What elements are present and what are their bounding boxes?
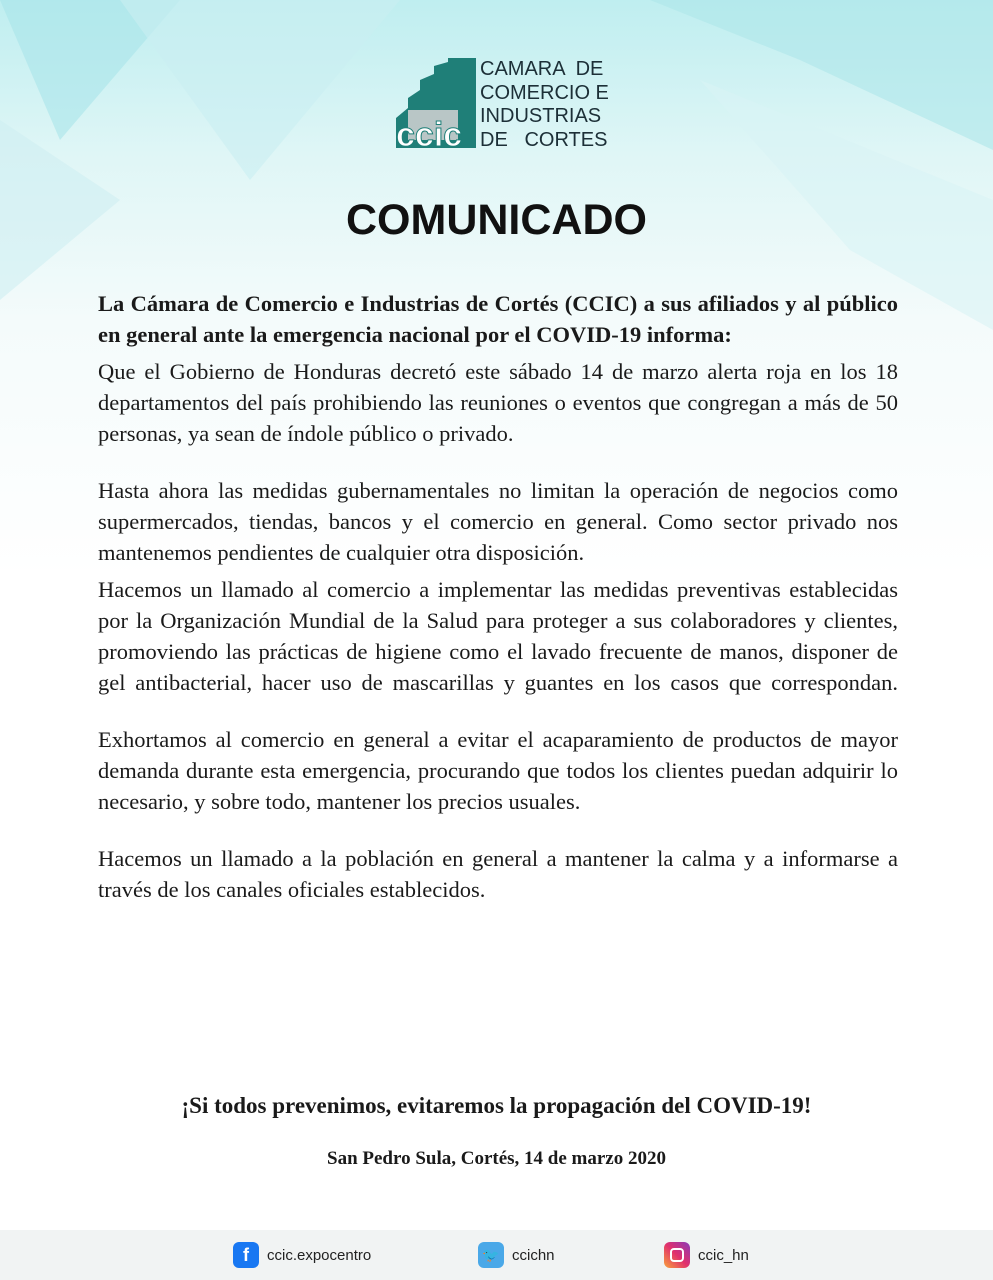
intro-paragraph: La Cámara de Comercio e Industrias de Cortés (CCIC) a sus afiliados y al público en general ante la emergencia nacional por el COVID-19 informa: — [98, 291, 898, 347]
logo-name: CAMARA DE COMERCIO E INDUSTRIAS DE CORTES — [480, 58, 609, 151]
svg-text:ccic: ccic — [396, 116, 463, 153]
facebook-handle: ccic.expocentro — [267, 1246, 372, 1264]
instagram-link[interactable] — [664, 1242, 749, 1268]
twitter-icon: 🐦 — [478, 1242, 504, 1268]
date-line: San Pedro Sula, Cortés, 14 de marzo 2020 — [327, 1148, 666, 1169]
paragraph-5: Hacemos un llamado a la población en general a mantener la calma y a informarse a través de los canales oficiales establecidos. — [98, 846, 898, 902]
facebook-icon: f — [233, 1242, 259, 1268]
facebook-link[interactable] — [233, 1242, 371, 1268]
instagram-handle: ccic_hn — [698, 1246, 749, 1264]
document-body — [98, 288, 898, 905]
paragraph-1: Que el Gobierno de Honduras decretó este sábado 14 de marzo alerta roja en los 18 departamentos del país prohibiendo las reuniones o eventos que congregan a más de 50 personas, ya sean de índole público o privado. — [98, 359, 898, 446]
paragraph-2: Hasta ahora las medidas gubernamentales no limitan la operación de negocios como supermercados, tiendas, bancos y el comercio en general. Como sector privado nos mantenemos pendientes de cualquier otra disposición. — [98, 478, 898, 565]
page-title: COMUNICADO — [346, 196, 647, 244]
ccic-logo — [388, 58, 618, 153]
slogan: ¡Si todos prevenimos, evitaremos la propagación del COVID-19! — [181, 1093, 812, 1118]
social-footer — [0, 1230, 993, 1280]
paragraph-4: Exhortamos al comercio en general a evitar el acaparamiento de productos de mayor demanda durante esta emergencia, procurando que todos los clientes puedan adquirir lo necesario, y sobre todo, mantener los precios usuales. — [98, 727, 898, 814]
factory-logo-icon — [388, 58, 480, 153]
paragraph-3: Hacemos un llamado al comercio a implementar las medidas preventivas establecidas por la Organización Mundial de la Salud para proteger a sus colaboradores y clientes, promoviendo las prácticas de higiene como el lavado frecuente de manos, disponer de gel antibacterial, hacer uso de mascarillas y guantes en los casos que correspondan. — [98, 577, 898, 695]
twitter-handle: ccichn — [512, 1246, 555, 1264]
background-geometric-shapes — [0, 0, 993, 330]
instagram-icon — [664, 1242, 690, 1268]
twitter-link[interactable] — [478, 1242, 555, 1268]
